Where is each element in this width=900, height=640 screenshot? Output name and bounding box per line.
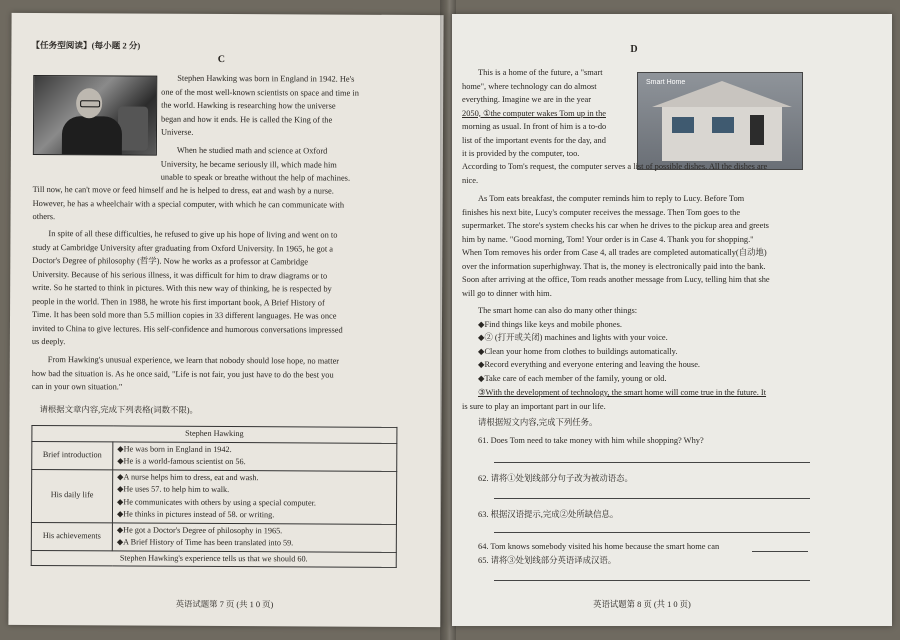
answer-line-62[interactable] xyxy=(494,498,810,499)
underline-1: 2050, ①the computer wakes Tom up in the xyxy=(462,108,606,118)
answer-line-65[interactable] xyxy=(494,580,810,581)
hawking-photo xyxy=(33,75,157,156)
table-instruction: 请根据文章内容,完成下列表格(词数不限)。 xyxy=(39,405,198,415)
section-header: 【任务型阅读】(每小题 2 分) xyxy=(31,39,141,51)
table-row: Brief introduction ◆He was born in England in 1942. ◆He is a world-famous scientist on 56. xyxy=(32,441,397,471)
answer-line-61[interactable] xyxy=(494,462,810,463)
d-paragraph-2: As Tom eats breakfast, the computer reminds him to reply to Lucy. Before Tom finishes his next bite, Lucy's computer receives the message. Then Tom goes to the supermarket. The store's system checks his car when he drives to the pickup area and greets him by name. "Good morning, Tom! Your order is in Case 4. Thank you for shopping." When Tom removes his order from Case 4, all trades are completed automatically(自动地) over the information superhighway. That is, the money is electronically paid into the bank. Soon after arriving at the office, Tom reads another message from Lucy, telling him that she will go to dinner with him. xyxy=(462,194,770,298)
table-row: His daily life ◆A nurse helps him to dress, eat and wash. ◆He uses 57. to help him to walk. ◆He communicates with others by using a special computer. ◆He thinks in pictures instead of 58. or writing. xyxy=(31,469,396,524)
left-page xyxy=(8,13,443,627)
question-64: 64. Tom knows somebody visited his home because the smart home can xyxy=(478,542,720,551)
hawking-table xyxy=(31,425,398,568)
paragraph-4: From Hawking's unusual experience, we learn that nobody should lose hope, no matter how bad the situation is. As he once said, "Life is not fair, you just have to do the best you can in your own situation." xyxy=(31,355,340,392)
right-page xyxy=(452,14,892,626)
blank-2[interactable]: ◆② (打开或关闭) machines and lights with your voice. xyxy=(478,333,668,342)
smart-home-label: Smart Home xyxy=(646,79,686,86)
d-paragraph-4: ③With the development of technology, the smart home will come true in the future. It is sure to play an important part in our life. xyxy=(462,386,807,413)
page-footer-left: 英语试题第 7 页 (共 1 0 页) xyxy=(175,599,274,610)
blank-56[interactable]: ◆He is a world-famous scientist on 56. xyxy=(117,456,246,467)
blank-59[interactable]: ◆A Brief History of Time has been translated into 59. xyxy=(116,537,294,548)
question-61: 61. Does Tom need to take money with him while shopping? Why? xyxy=(478,436,704,445)
paragraph-3: In spite of all these difficulties, he refused to give up his hope of living and went on to study at Cambridge University after graduating from Oxford University. In 1965, he got a Doctor's Degree of philosophy (哲学). Now he works as a professor at Cambridge University. Because of his serious illness, it was difficult for him to draw diagrams or to write. So he started to think in pictures. With this new way of thinking, he is respected by people in the world. Then in 1988, he wrote his first important book, A Brief History of Time. It has been sold more than 5.5 million copies in 33 different languages. He was once invited to China to give lectures. His self-confidence and humorous conversations impressed us deeply. xyxy=(31,229,343,347)
answer-line-64[interactable] xyxy=(752,551,808,552)
d-paragraph-1b: According to Tom's request, the computer serves a list of possible dishes. All the dishes are nice. xyxy=(462,162,768,185)
question-65: 65. 请将③处划线部分英语译成汉语。 xyxy=(478,556,617,565)
blank-58[interactable]: ◆He thinks in pictures instead of 58. or writing. xyxy=(116,509,275,520)
d-instruction: 请根据短文内容,完成下列任务。 xyxy=(478,418,598,427)
answer-line-63[interactable] xyxy=(494,532,810,533)
d-paragraph-1a: This is a home of the future, a "smart home", where technology can do almost everything. Imagine we are in the year 2050, ①the computer wakes Tom up in the morning as usual. In front of him is a to-do list of the important events for the day, and it is provided by the computer, too. xyxy=(462,66,632,161)
question-63: 63. 根据汉语提示,完成②处所缺信息。 xyxy=(478,510,619,519)
underline-3: ③With the development of technology, the smart home will come true in the future. It xyxy=(478,388,767,397)
page-footer-right: 英语试题第 8 页 (共 1 0 页) xyxy=(593,600,691,609)
paragraph-1: Stephen Hawking was born in England in 1942. He's one of the most well-known scientists on space and time in the world. Hawking is researching how the universe began and how it ends. He is called the King of the Universe. xyxy=(160,73,359,137)
paragraph-2a: When he studied math and science at Oxford University, he became seriously ill, which made him unable to speak or breathe without the help of machines. xyxy=(160,145,351,183)
passage-letter-d: D xyxy=(630,44,638,55)
blank-60[interactable]: Stephen Hawking's experience tells us that we should 60. xyxy=(31,550,396,567)
d-paragraph-3: The smart home can also do many other things: ◆Find things like keys and mobile phones. ◆② (打开或关闭) machines and lights with your voice. ◆Clean your home from clothes to buildings automatically. ◆Record everything and everyone entering and leaving the house. ◆Take care of each member of the family, young or old. xyxy=(462,304,807,385)
passage-letter-c: C xyxy=(217,53,226,65)
table-title: Stephen Hawking xyxy=(32,425,397,442)
table-row: His achievements ◆He got a Doctor's Degree of philosophy in 1965. ◆A Brief History of Time has been translated into 59. xyxy=(31,522,396,552)
blank-57[interactable]: ◆He uses 57. to help him to walk. xyxy=(117,484,230,495)
smart-home-image xyxy=(637,72,803,170)
paragraph-2b: Till now, he can't move or feed himself and he is helped to dress, eat and wash by a nurse. However, he has a wheelchair with a special computer, with which he can communicate with others. xyxy=(32,184,345,222)
question-62: 62. 请将①处划线部分句子改为被动语态。 xyxy=(478,474,633,483)
